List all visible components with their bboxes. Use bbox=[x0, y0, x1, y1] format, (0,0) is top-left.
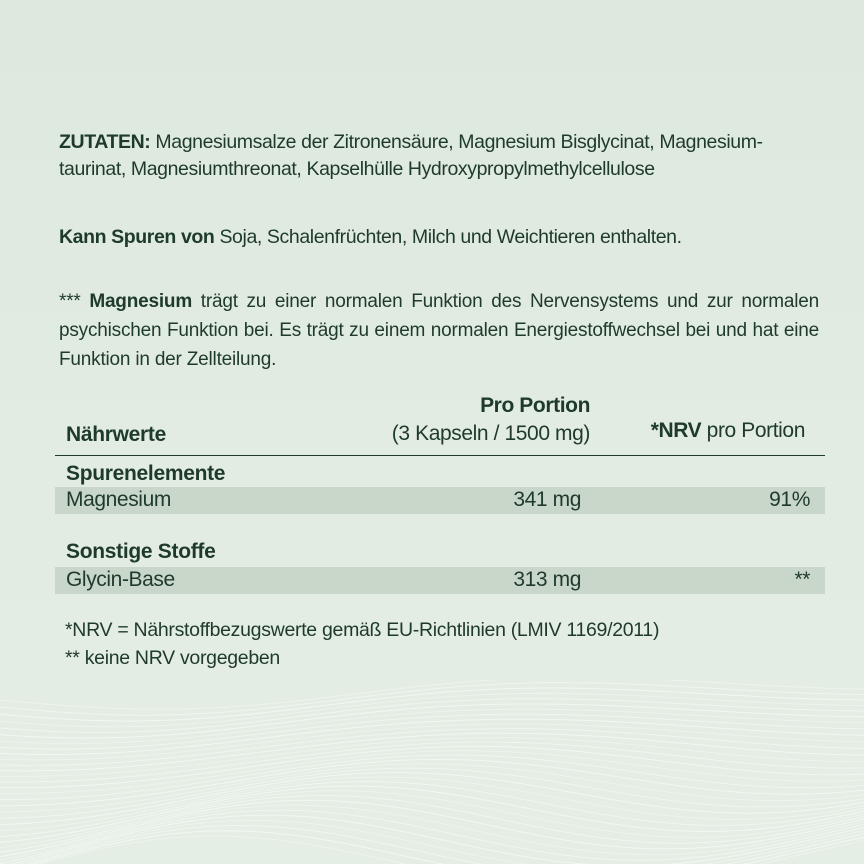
table-row-magnesium bbox=[55, 487, 825, 514]
row-nrv: 91% bbox=[769, 488, 810, 511]
claim-prefix: *** bbox=[59, 291, 90, 312]
header-nrv-bold: *NRV bbox=[650, 419, 702, 442]
wave-line bbox=[0, 782, 864, 837]
ingredients-paragraph bbox=[59, 129, 819, 183]
row-name: Glycin-Base bbox=[66, 568, 175, 591]
wave-line bbox=[0, 746, 864, 787]
ingredients-text: Magnesiumsalze der Zitronensäure, Magnesium Bisglycinat, Magnesium-taurinat, Magnesiumthreonat, Kapselhülle Hydroxypropylmethylcellulose bbox=[59, 131, 763, 180]
row-name: Magnesium bbox=[66, 488, 171, 511]
group-title-spurenelemente: Spurenelemente bbox=[66, 462, 226, 485]
header-pro-portion-title: Pro Portion bbox=[480, 394, 590, 417]
footnote-nrv: *NRV = Nährstoffbezugswerte gemäß EU-Richtlinien (LMIV 1169/2011) bbox=[65, 619, 660, 641]
decorative-wave-lines bbox=[0, 680, 864, 864]
ingredients-label: ZUTATEN: bbox=[59, 131, 151, 153]
allergen-traces-paragraph bbox=[59, 224, 819, 251]
header-nrv-rest: pro Portion bbox=[701, 419, 805, 442]
wave-line bbox=[0, 683, 864, 716]
wave-line bbox=[0, 815, 864, 864]
traces-text: Soja, Schalenfrüchten, Milch und Weichtieren enthalten. bbox=[214, 226, 682, 248]
header-pro-portion bbox=[355, 392, 590, 448]
claim-text: trägt zu einer normalen Funktion des Nervensystems und zur normalen psychischen Funktion bei. Es trägt zu einem normalen Energiestoffwechsel bei und hat eine Funktion in der Zellteilung. bbox=[59, 291, 819, 370]
footnotes bbox=[65, 616, 659, 672]
header-divider bbox=[55, 455, 825, 456]
header-nrv bbox=[651, 419, 805, 443]
wave-line bbox=[0, 820, 864, 864]
header-naehrwerte: Nährwerte bbox=[66, 423, 167, 446]
header-pro-portion-sub: (3 Kapseln / 1500 mg) bbox=[391, 422, 590, 445]
row-nrv: ** bbox=[794, 568, 810, 591]
table-row-glycin-base bbox=[55, 567, 825, 594]
wave-line bbox=[0, 751, 864, 794]
health-claim-paragraph bbox=[59, 287, 819, 374]
row-amount: 341 mg bbox=[513, 488, 581, 511]
row-amount: 313 mg bbox=[513, 568, 581, 591]
traces-label: Kann Spuren von bbox=[59, 226, 215, 248]
footnote-no-nrv: ** keine NRV vorgegeben bbox=[65, 647, 280, 669]
group-title-sonstige-stoffe: Sonstige Stoffe bbox=[66, 540, 216, 563]
claim-label: Magnesium bbox=[89, 291, 193, 312]
wave-line bbox=[0, 680, 864, 709]
wave-line bbox=[0, 688, 864, 721]
